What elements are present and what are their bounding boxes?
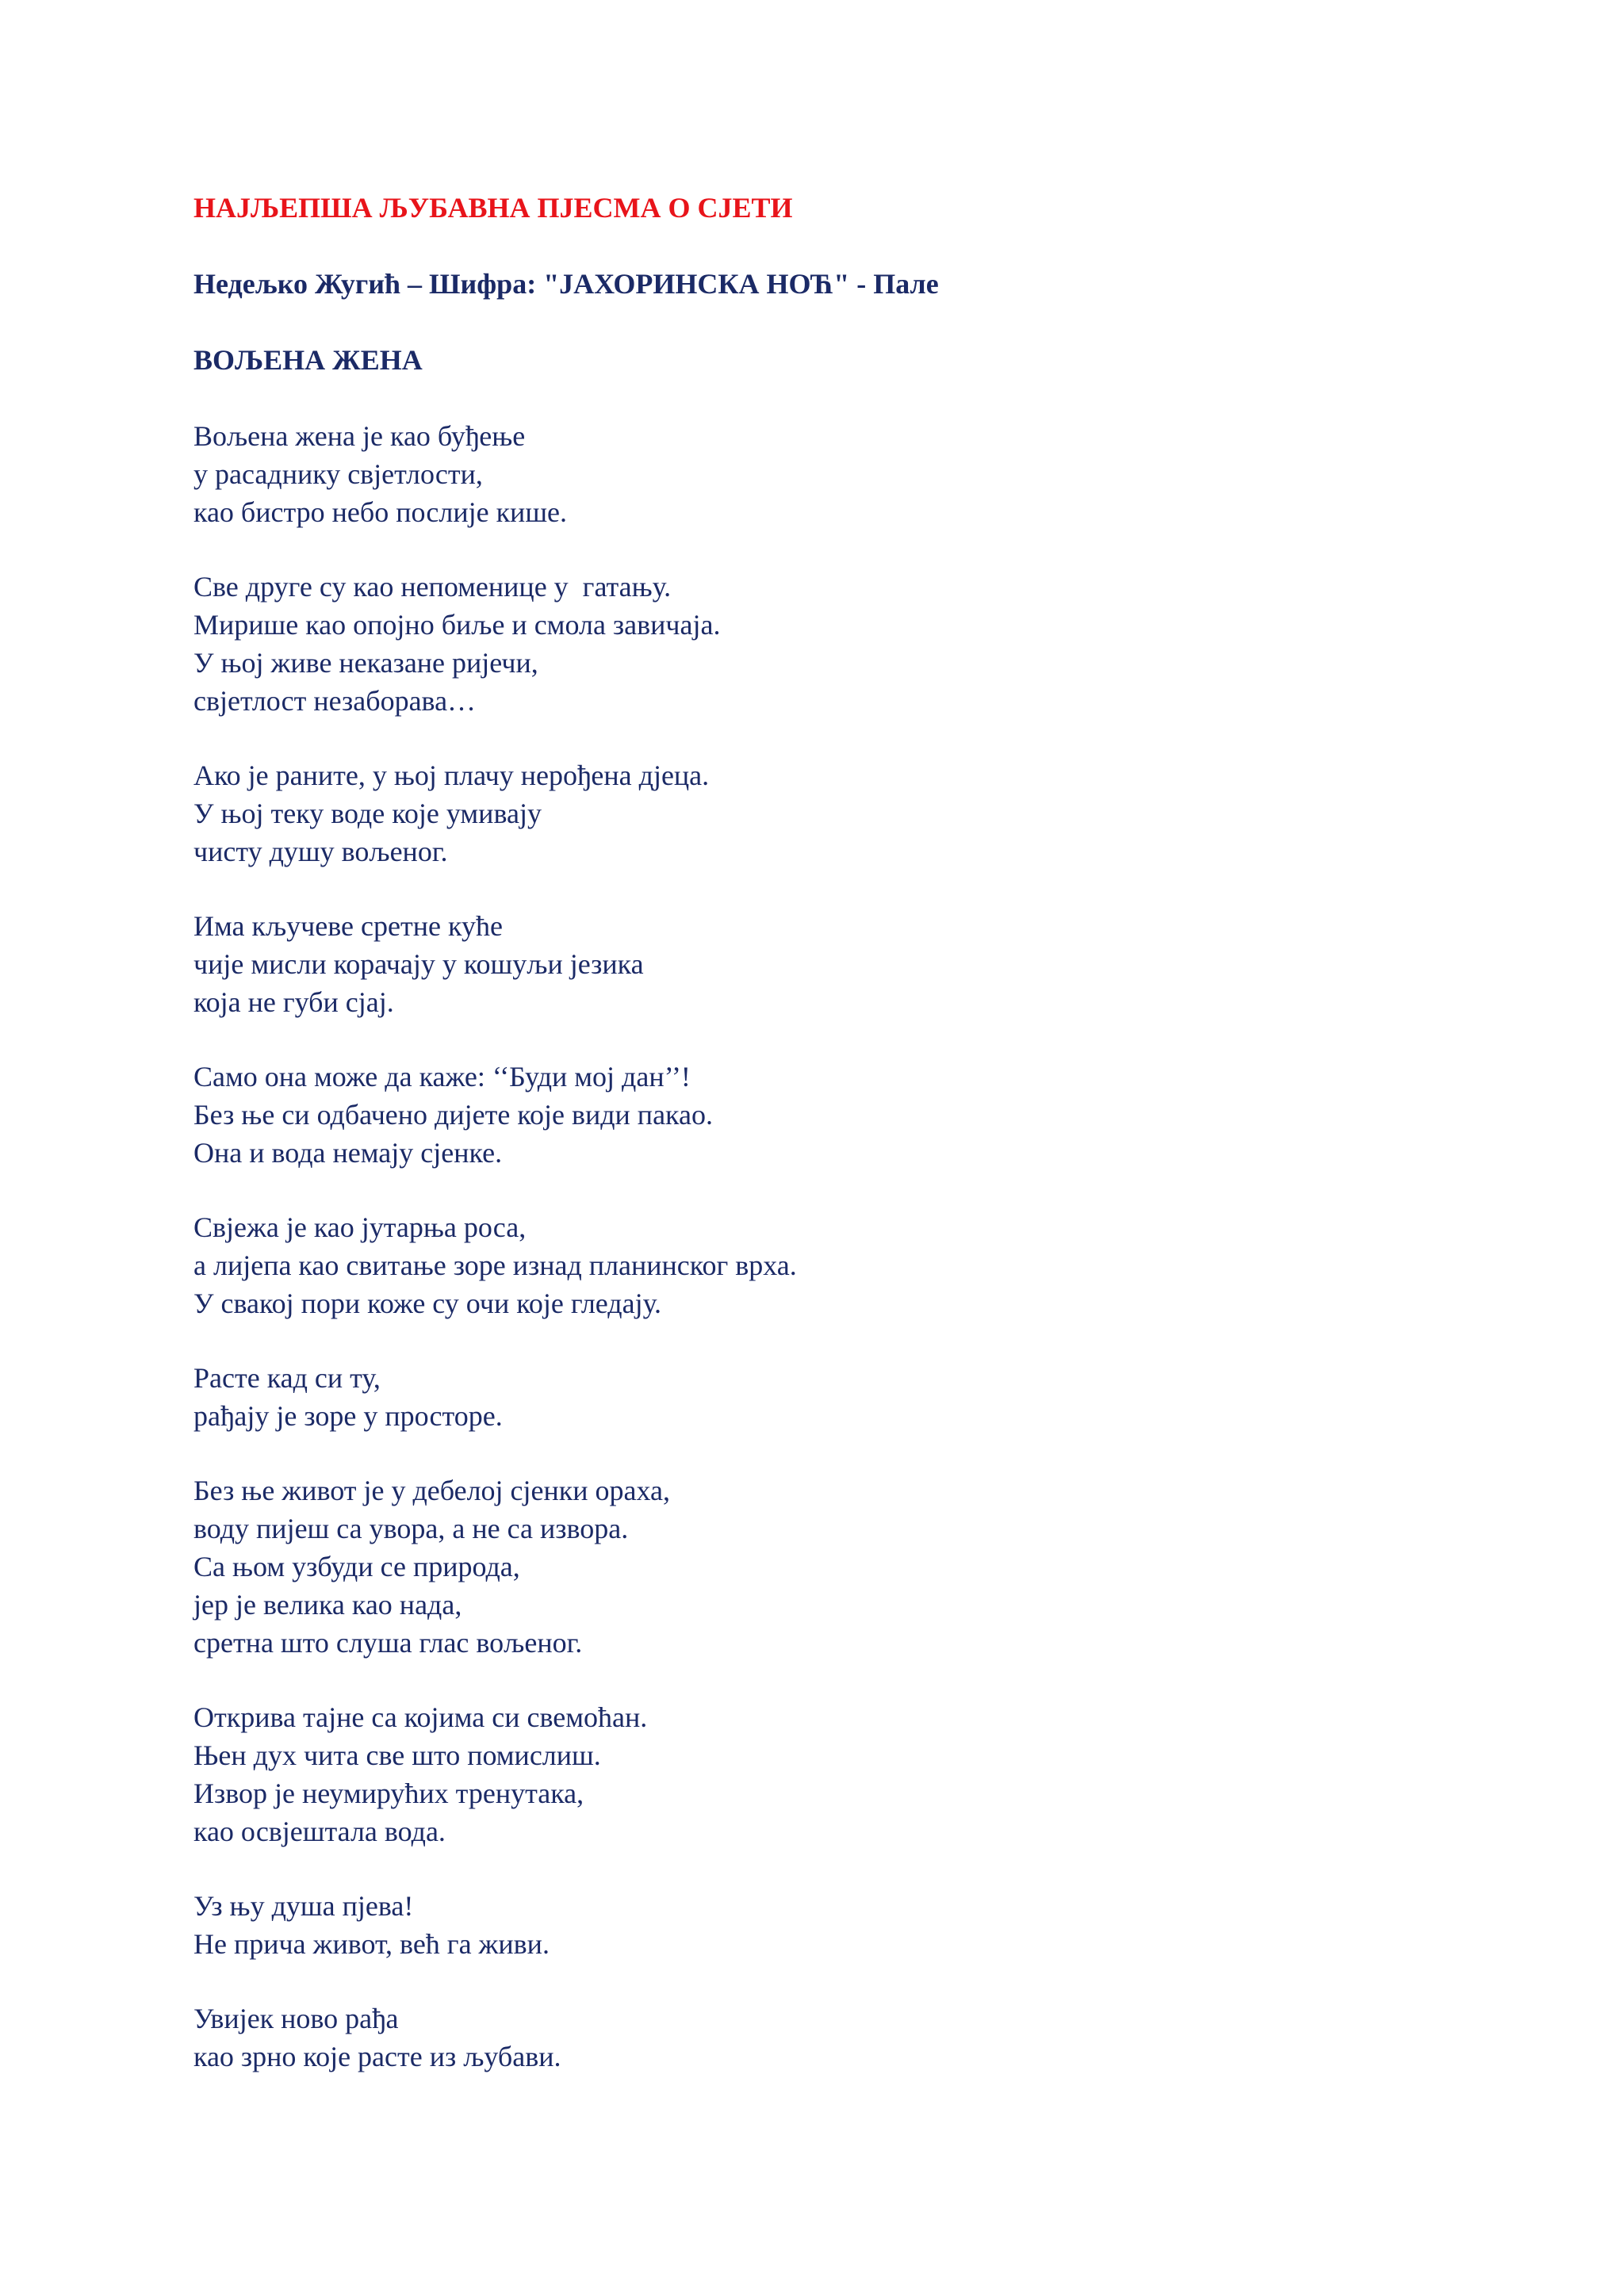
poem-line: Само она може да каже: ‘‘Буди мој дан’’! [193, 1061, 691, 1093]
poem-line: Извор је неумирућих тренутака, [193, 1777, 584, 1809]
stanza [193, 417, 1542, 531]
poem-line: а лијепа као свитање зоре изнад планинског врха. [193, 1249, 797, 1281]
poem-line: јер је велика као нада, [193, 1589, 462, 1621]
poem-line: У свакој пори коже су очи које гледају. [193, 1288, 661, 1319]
poem-line: Уз њу душа пјева! [193, 1890, 414, 1922]
stanza [193, 756, 1542, 871]
author-line: Недељко Жугић – Шифра: "ЈАХОРИНСКА НОЋ" - Пале [193, 268, 939, 300]
poem-line: као зрно које расте из љубави. [193, 2041, 561, 2072]
poem-line: у расаднику свјетлости, [193, 458, 483, 490]
poem-line: чије мисли корачају у кошуљи језика [193, 948, 644, 980]
poem-line: Расте кад си ту, [193, 1362, 381, 1394]
poem-line: У њој теку воде које умивају [193, 798, 542, 829]
poem-line: Све друге су као непоменице у гатању. [193, 571, 672, 603]
poem-line: рађају је зоре у просторе. [193, 1400, 503, 1432]
poem-line: воду пијеш са увора, а не са извора. [193, 1513, 629, 1544]
stanza [193, 568, 1542, 720]
poem-line: Свјежа је као јутарња роса, [193, 1211, 527, 1243]
poem-line: као освјештала вода. [193, 1816, 446, 1847]
poem-line: Има кључеве сретне куће [193, 910, 503, 942]
stanza [193, 1999, 1542, 2076]
stanza [193, 1471, 1542, 1662]
poem-line: као бистро небо послије кише. [193, 496, 568, 528]
poem-line: Њен дух чита све што помислиш. [193, 1739, 601, 1771]
poem-line: свјетлост незаборава… [193, 685, 477, 717]
poem-line: чисту душу вољеног. [193, 836, 448, 867]
poem-line: Вољена жена је као буђење [193, 420, 526, 452]
poem-line: Она и вода немају сјенке. [193, 1137, 503, 1169]
stanza [193, 1887, 1542, 1963]
stanza [193, 1359, 1542, 1435]
stanza [193, 1208, 1542, 1322]
poem-line: Не прича живот, већ га живи. [193, 1928, 550, 1960]
poem-line: која не губи сјај. [193, 986, 394, 1018]
stanza [193, 1058, 1542, 1172]
poem-line: Открива тајне са којима си свемоћан. [193, 1701, 648, 1733]
poem-line: сретна што слуша глас вољеног. [193, 1627, 583, 1659]
poem-line: Мирише као опојно биље и смола завичаја. [193, 609, 721, 641]
poem-title: ВОЉЕНА ЖЕНА [193, 344, 423, 376]
poem-line: Са њом узбуди се природа, [193, 1551, 520, 1582]
poem-line: У њој живе неказане ријечи, [193, 647, 538, 679]
stanza [193, 1698, 1542, 1850]
stanza [193, 907, 1542, 1021]
poem-line: Увијек ново рађа [193, 2003, 399, 2034]
poem-line: Ако је раните, у њој плачу нерођена дјеца. [193, 760, 710, 791]
poem-line: Без ње си одбачено дијете које види пакао. [193, 1099, 713, 1131]
poem-line: Без ње живот је у дебелој сјенки ораха, [193, 1475, 670, 1506]
document-title: НАЈЉЕПША ЉУБАВНА ПЈЕСМА О СЈЕТИ [193, 192, 793, 224]
document-content [193, 189, 1542, 2112]
